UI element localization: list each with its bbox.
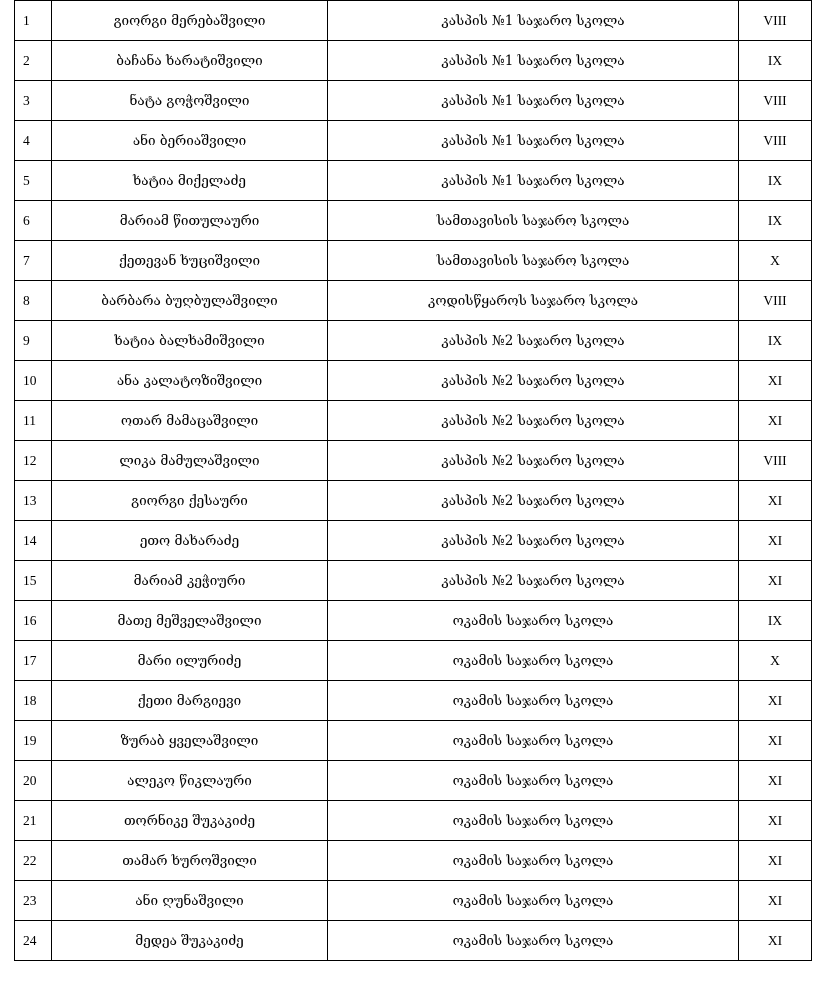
student-name-cell: ანა კალატოზიშვილი: [52, 361, 328, 401]
row-number-cell: 5: [15, 161, 52, 201]
school-name-cell: კასპის №2 საჯარო სკოლა: [328, 441, 739, 481]
row-number-cell: 20: [15, 761, 52, 801]
row-number-cell: 11: [15, 401, 52, 441]
grade-cell: XI: [739, 681, 812, 721]
grade-cell: X: [739, 241, 812, 281]
row-number-cell: 16: [15, 601, 52, 641]
row-number-cell: 12: [15, 441, 52, 481]
table-row: [15, 1, 812, 41]
student-name-cell: მათე მეშველაშვილი: [52, 601, 328, 641]
table-row: [15, 321, 812, 361]
row-number-cell: 24: [15, 921, 52, 961]
student-name-cell: მარიამ კეჭიური: [52, 561, 328, 601]
student-name-cell: ხატია მიქელაძე: [52, 161, 328, 201]
grade-cell: VIII: [739, 281, 812, 321]
grade-cell: IX: [739, 161, 812, 201]
table-row: [15, 441, 812, 481]
school-name-cell: ოკამის საჯარო სკოლა: [328, 601, 739, 641]
table-row: [15, 681, 812, 721]
school-name-cell: ოკამის საჯარო სკოლა: [328, 921, 739, 961]
grade-cell: XI: [739, 881, 812, 921]
table-row: [15, 361, 812, 401]
school-name-cell: ოკამის საჯარო სკოლა: [328, 801, 739, 841]
row-number-cell: 18: [15, 681, 52, 721]
student-name-cell: ზურაბ ყველაშვილი: [52, 721, 328, 761]
school-name-cell: კასპის №2 საჯარო სკოლა: [328, 321, 739, 361]
school-name-cell: კასპის №2 საჯარო სკოლა: [328, 561, 739, 601]
row-number-cell: 1: [15, 1, 52, 41]
row-number-cell: 4: [15, 121, 52, 161]
student-name-cell: ბარბარა ბუღბულაშვილი: [52, 281, 328, 321]
table-row: [15, 881, 812, 921]
school-name-cell: ოკამის საჯარო სკოლა: [328, 641, 739, 681]
student-name-cell: მარი ილურიძე: [52, 641, 328, 681]
table-row: [15, 281, 812, 321]
table-row: [15, 81, 812, 121]
student-name-cell: ხატია ბალხამიშვილი: [52, 321, 328, 361]
school-name-cell: კასპის №1 საჯარო სკოლა: [328, 161, 739, 201]
row-number-cell: 19: [15, 721, 52, 761]
table-row: [15, 761, 812, 801]
grade-cell: XI: [739, 921, 812, 961]
row-number-cell: 10: [15, 361, 52, 401]
grade-cell: IX: [739, 601, 812, 641]
school-name-cell: კასპის №1 საჯარო სკოლა: [328, 81, 739, 121]
row-number-cell: 2: [15, 41, 52, 81]
student-name-cell: ბაჩანა ხარატიშვილი: [52, 41, 328, 81]
school-name-cell: კასპის №2 საჯარო სკოლა: [328, 401, 739, 441]
school-name-cell: სამთავისის საჯარო სკოლა: [328, 241, 739, 281]
grade-cell: X: [739, 641, 812, 681]
row-number-cell: 22: [15, 841, 52, 881]
table-row: [15, 121, 812, 161]
table-row: [15, 801, 812, 841]
grade-cell: XI: [739, 481, 812, 521]
table-row: [15, 841, 812, 881]
table-row: [15, 521, 812, 561]
student-name-cell: მარიამ წითულაური: [52, 201, 328, 241]
grade-cell: VIII: [739, 81, 812, 121]
row-number-cell: 7: [15, 241, 52, 281]
row-number-cell: 14: [15, 521, 52, 561]
row-number-cell: 13: [15, 481, 52, 521]
grade-cell: XI: [739, 761, 812, 801]
grade-cell: IX: [739, 321, 812, 361]
table-row: [15, 161, 812, 201]
row-number-cell: 9: [15, 321, 52, 361]
student-name-cell: ნატა გოჭოშვილი: [52, 81, 328, 121]
row-number-cell: 15: [15, 561, 52, 601]
student-table: [14, 0, 812, 961]
student-name-cell: თამარ ხუროშვილი: [52, 841, 328, 881]
grade-cell: VIII: [739, 121, 812, 161]
row-number-cell: 17: [15, 641, 52, 681]
table-row: [15, 481, 812, 521]
row-number-cell: 23: [15, 881, 52, 921]
grade-cell: IX: [739, 201, 812, 241]
table-row: [15, 561, 812, 601]
row-number-cell: 6: [15, 201, 52, 241]
table-row: [15, 401, 812, 441]
school-name-cell: ოკამის საჯარო სკოლა: [328, 881, 739, 921]
student-name-cell: თორნიკე შუკაკიძე: [52, 801, 328, 841]
school-name-cell: ოკამის საჯარო სკოლა: [328, 681, 739, 721]
grade-cell: XI: [739, 401, 812, 441]
row-number-cell: 8: [15, 281, 52, 321]
student-table-body: [15, 1, 812, 961]
table-row: [15, 921, 812, 961]
school-name-cell: ოკამის საჯარო სკოლა: [328, 841, 739, 881]
student-name-cell: ქეთევან ხუციშვილი: [52, 241, 328, 281]
student-name-cell: ალეკო წიკლაური: [52, 761, 328, 801]
grade-cell: VIII: [739, 1, 812, 41]
table-row: [15, 241, 812, 281]
student-name-cell: ანი ბერიაშვილი: [52, 121, 328, 161]
grade-cell: XI: [739, 721, 812, 761]
grade-cell: XI: [739, 561, 812, 601]
school-name-cell: კასპის №2 საჯარო სკოლა: [328, 361, 739, 401]
grade-cell: XI: [739, 521, 812, 561]
school-name-cell: კასპის №1 საჯარო სკოლა: [328, 1, 739, 41]
grade-cell: XI: [739, 841, 812, 881]
student-name-cell: გიორგი მერებაშვილი: [52, 1, 328, 41]
school-name-cell: კოდისწყაროს საჯარო სკოლა: [328, 281, 739, 321]
student-name-cell: ოთარ მამაცაშვილი: [52, 401, 328, 441]
school-name-cell: კასპის №2 საჯარო სკოლა: [328, 481, 739, 521]
row-number-cell: 21: [15, 801, 52, 841]
table-row: [15, 41, 812, 81]
grade-cell: VIII: [739, 441, 812, 481]
student-name-cell: მედეა შუკაკიძე: [52, 921, 328, 961]
student-name-cell: გიორგი ქესაური: [52, 481, 328, 521]
school-name-cell: კასპის №1 საჯარო სკოლა: [328, 121, 739, 161]
student-name-cell: ლიკა მამულაშვილი: [52, 441, 328, 481]
school-name-cell: ოკამის საჯარო სკოლა: [328, 721, 739, 761]
student-name-cell: ანი ღუნაშვილი: [52, 881, 328, 921]
grade-cell: XI: [739, 361, 812, 401]
school-name-cell: კასპის №2 საჯარო სკოლა: [328, 521, 739, 561]
school-name-cell: სამთავისის საჯარო სკოლა: [328, 201, 739, 241]
student-name-cell: ქეთი მარგიევი: [52, 681, 328, 721]
student-name-cell: ეთო მახარაძე: [52, 521, 328, 561]
grade-cell: IX: [739, 41, 812, 81]
table-row: [15, 721, 812, 761]
school-name-cell: ოკამის საჯარო სკოლა: [328, 761, 739, 801]
table-row: [15, 641, 812, 681]
school-name-cell: კასპის №1 საჯარო სკოლა: [328, 41, 739, 81]
grade-cell: XI: [739, 801, 812, 841]
row-number-cell: 3: [15, 81, 52, 121]
table-row: [15, 601, 812, 641]
table-row: [15, 201, 812, 241]
